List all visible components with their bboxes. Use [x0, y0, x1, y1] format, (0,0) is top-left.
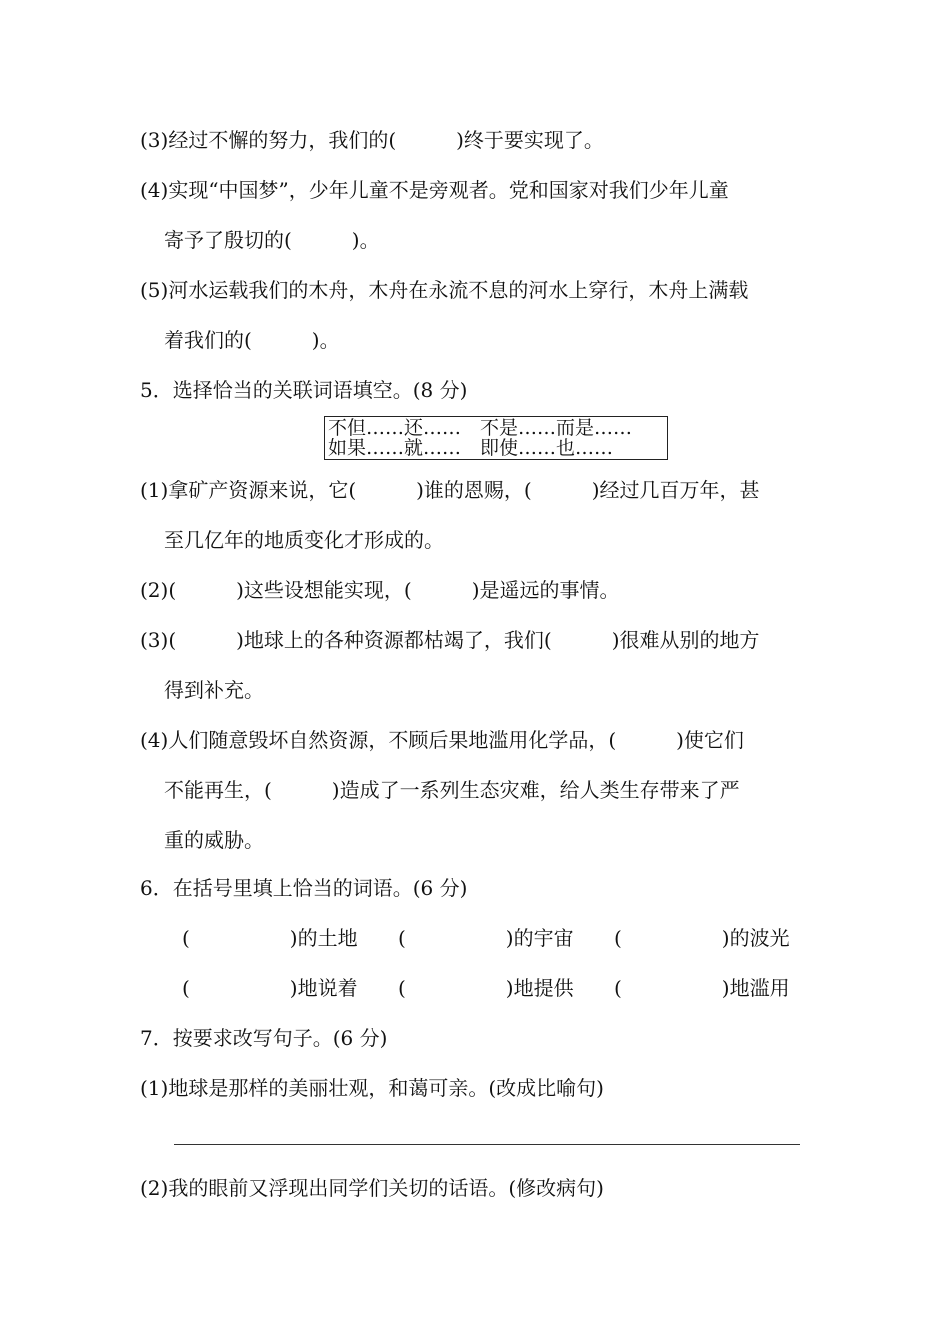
q4-item-5-line-1: (5)河水运载我们的木舟，木舟在永流不息的河水上穿行，木舟上满载 — [140, 278, 749, 302]
q6-blank-2: ( )的宇宙 — [398, 926, 574, 950]
q5-heading: 5．选择恰当的关联词语填空。(8 分) — [140, 378, 468, 402]
q5-item-1-line-2: 至几亿年的地质变化才形成的。 — [164, 528, 444, 552]
q5-item-3-line-1: (3)( )地球上的各种资源都枯竭了，我们( )很难从别的地方 — [140, 628, 760, 652]
q7-heading: 7．按要求改写句子。(6 分) — [140, 1026, 388, 1050]
q4-item-5-line-2: 着我们的( )。 — [164, 328, 340, 352]
q6-blank-5: ( )地提供 — [398, 976, 574, 1000]
q5-item-2: (2)( )这些设想能实现，( )是遥远的事情。 — [140, 578, 620, 602]
q5-item-4-line-3: 重的威胁。 — [164, 828, 264, 852]
q4-item-4-line-1: (4)实现“中国梦”，少年儿童不是旁观者。党和国家对我们少年儿童 — [140, 178, 729, 202]
q4-item-3: (3)经过不懈的努力，我们的( )终于要实现了。 — [140, 128, 604, 152]
q6-blank-4: ( )地说着 — [182, 976, 358, 1000]
answer-line — [174, 1144, 800, 1145]
q6-heading: 6．在括号里填上恰当的词语。(6 分) — [140, 876, 468, 900]
q5-item-4-line-2: 不能再生，( )造成了一系列生态灾难，给人类生存带来了严 — [164, 778, 740, 802]
q6-blank-6: ( )地滥用 — [614, 976, 790, 1000]
q7-item-2: (2)我的眼前又浮现出同学们关切的话语。(修改病句) — [140, 1176, 604, 1200]
q5-item-4-line-1: (4)人们随意毁坏自然资源，不顾后果地滥用化学品，( )使它们 — [140, 728, 744, 752]
word-box-row-2: 如果……就…… 即使……也…… — [328, 437, 614, 459]
q5-item-3-line-2: 得到补充。 — [164, 678, 264, 702]
q5-item-1-line-1: (1)拿矿产资源来说，它( )谁的恩赐，( )经过几百万年，甚 — [140, 478, 760, 502]
q4-item-4-line-2: 寄予了殷切的( )。 — [164, 228, 380, 252]
q7-item-1: (1)地球是那样的美丽壮观，和蔼可亲。(改成比喻句) — [140, 1076, 604, 1100]
word-box-row-1: 不但……还…… 不是……而是…… — [328, 417, 633, 439]
q6-blank-3: ( )的波光 — [614, 926, 790, 950]
q6-blank-1: ( )的土地 — [182, 926, 358, 950]
conjunction-word-box — [324, 416, 668, 460]
